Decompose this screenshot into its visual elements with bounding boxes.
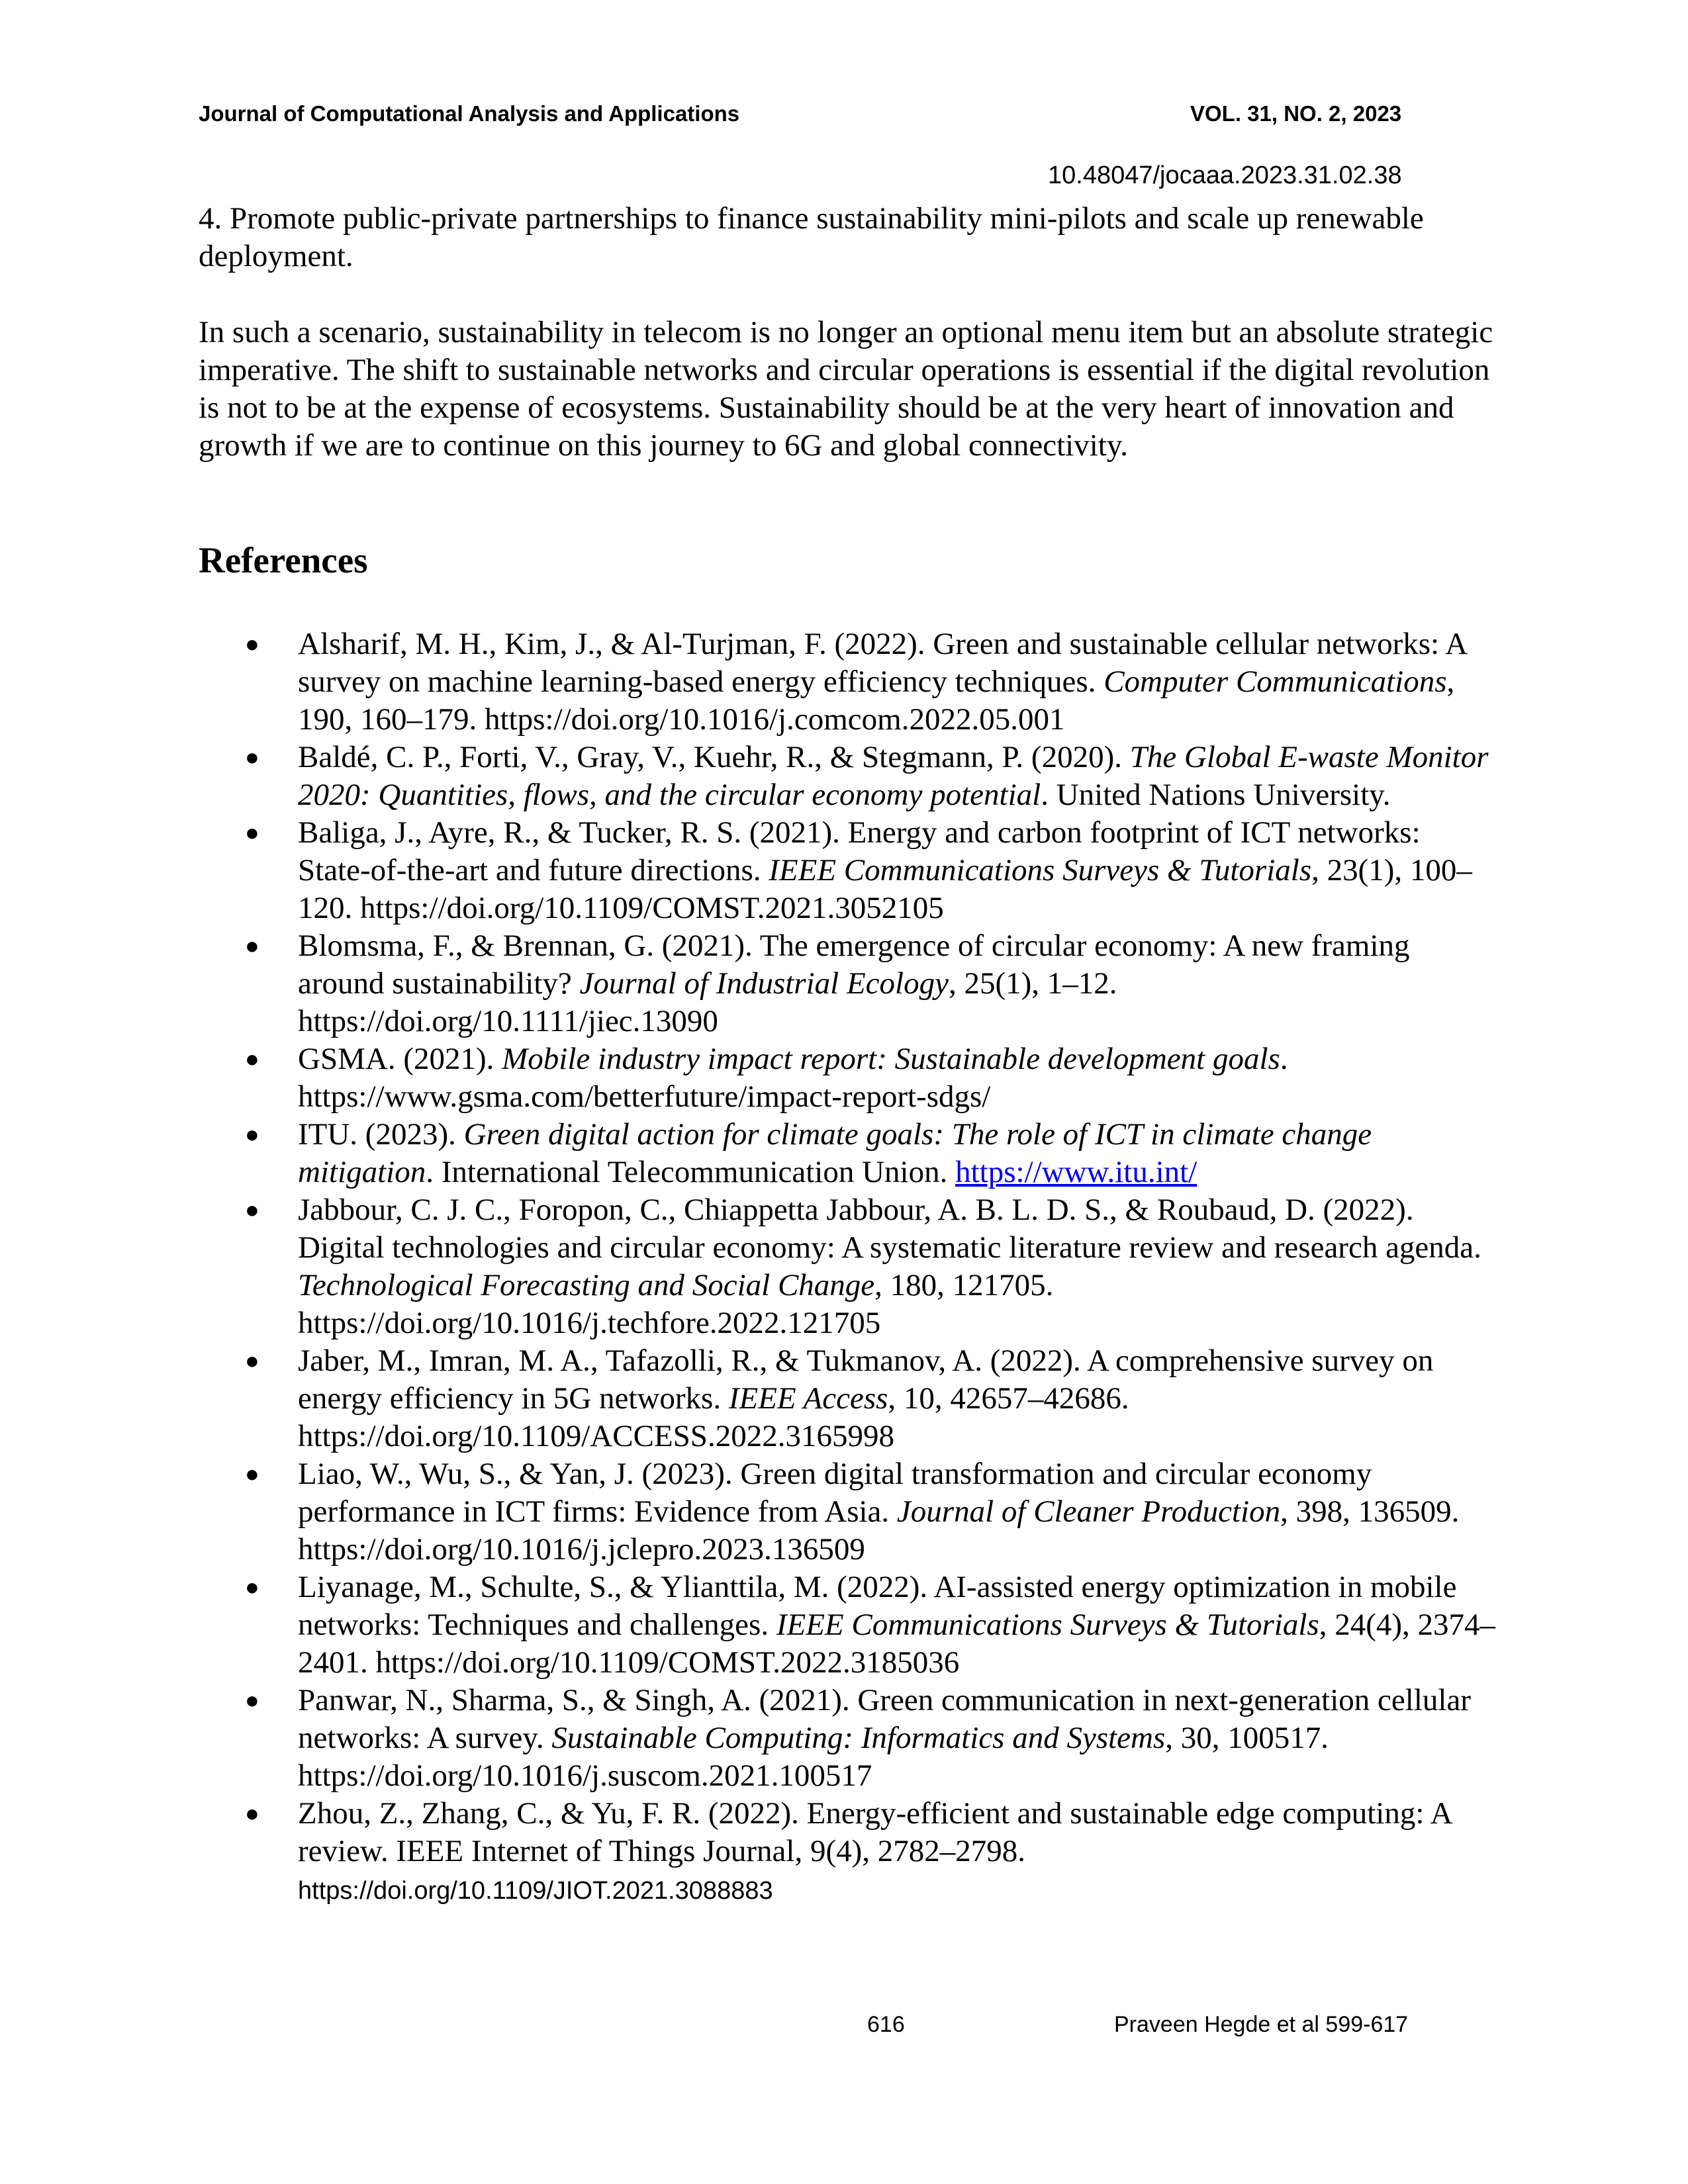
reference-item: ● Jaber, M., Imran, M. A., Tafazolli, R., & Tukmanov, A. (2022). A comprehensive survey on energy efficiency in 5G networks. IEEE Access, 10, 42657–42686. https://doi.org/10.1109/ACCESS.2022.3165998: [245, 1343, 1434, 1453]
reference-item: ● ITU. (2023). Green digital action for climate goals: The role of ICT in climate change mitigation. International Telecommunication Union. https://www.itu.int/: [245, 1117, 1372, 1189]
reference-item: ● Alsharif, M. H., Kim, J., & Al-Turjman, F. (2022). Green and sustainable cellular networks: A survey on machine learning-based energy efficiency techniques. Computer Communications, 190, 160–179. https://doi.org/10.1016/j.comcom.2022.05.001: [245, 627, 1466, 737]
reference-item: ● Baliga, J., Ayre, R., & Tucker, R. S. (2021). Energy and carbon footprint of ICT networks: State-of-the-art and future directions. IEEE Communications Surveys & Tutorials, 23(1), 100–120. https://doi.org/10.1109/COMST.2021.3052105: [245, 815, 1472, 925]
reference-item: ● Baldé, C. P., Forti, V., Gray, V., Kuehr, R., & Stegmann, P. (2020). The Global E-waste Monitor 2020: Quantities, flows, and the circular economy potential. United Nations University.: [245, 740, 1489, 812]
reference-item: ● Blomsma, F., & Brennan, G. (2021). The emergence of circular economy: A new framing around sustainability? Journal of Industrial Ecology, 25(1), 1–12. https://doi.org/10.1111/jiec.13090: [245, 929, 1410, 1038]
article-doi: 10.48047/jocaaa.2023.31.02.38: [1048, 161, 1402, 189]
page-number: 616: [867, 2012, 905, 2037]
paragraph-conclusion: In such a scenario, sustainability in telecom is no longer an optional menu item but an absolute strategic imperative. The shift to sustainable networks and circular operations is essential if the digital revolution is not to be at the expense of ecosystems. Sustainability should be at the very heart of innovation and growth if we are to continue on this journey to 6G and global connectivity.: [199, 315, 1493, 463]
reference-item: ● Liyanage, M., Schulte, S., & Ylianttila, M. (2022). AI-assisted energy optimization in mobile networks: Techniques and challenges. IEEE Communications Surveys & Tutorials, 24(4), 2374–2401. https://doi.org/10.1109/COMST.2022.3185036: [245, 1570, 1496, 1680]
volume-info: VOL. 31, NO. 2, 2023: [1190, 101, 1402, 126]
bullet-icon: ●: [245, 1800, 259, 1827]
bullet-icon: ●: [245, 933, 259, 959]
bullet-icon: ●: [245, 1574, 259, 1600]
bullet-icon: ●: [245, 1197, 259, 1223]
reference-item: ● Zhou, Z., Zhang, C., & Yu, F. R. (2022). Energy-efficient and sustainable edge computing: A review. IEEE Internet of Things Journal, 9(4), 2782–2798. https://doi.org/10.1109/JIOT.2021.3088883: [245, 1796, 1451, 1905]
journal-name: Journal of Computational Analysis and Applications: [199, 101, 740, 126]
references-list: [199, 625, 1496, 1910]
reference-doi: https://doi.org/10.1109/JIOT.2021.3088883: [298, 1877, 773, 1905]
reference-item: ● GSMA. (2021). Mobile industry impact report: Sustainable development goals. https://www.gsma.com/betterfuture/impact-report-sdgs/: [245, 1042, 1288, 1114]
bullet-icon: ●: [245, 1046, 259, 1072]
bullet-icon: ●: [245, 819, 259, 846]
footer-author-range: Praveen Hegde et al 599-617: [1114, 2012, 1409, 2037]
bullet-icon: ●: [245, 631, 259, 657]
bullet-icon: ●: [245, 1687, 259, 1713]
bullet-icon: ●: [245, 1461, 259, 1487]
references-heading: References: [199, 540, 368, 580]
bullet-icon: ●: [245, 744, 259, 770]
itu-link[interactable]: https://www.itu.int/: [955, 1155, 1197, 1189]
reference-item: ● Jabbour, C. J. C., Foropon, C., Chiappetta Jabbour, A. B. L. D. S., & Roubaud, D. (2022). Digital technologies and circular economy: A systematic literature review and research agenda. Technological Forecasting and Social Change, 180, 121705. https://doi.org/10.1016/j.techfore.2022.121705: [245, 1193, 1481, 1340]
reference-item: ● Liao, W., Wu, S., & Yan, J. (2023). Green digital transformation and circular economy performance in ICT firms: Evidence from Asia. Journal of Cleaner Production, 398, 136509. https://doi.org/10.1016/j.jclepro.2023.136509: [245, 1457, 1460, 1567]
reference-item: ● Panwar, N., Sharma, S., & Singh, A. (2021). Green communication in next-generation cellular networks: A survey. Sustainable Computing: Informatics and Systems, 30, 100517. https://doi.org/10.1016/j.suscom.2021.100517: [245, 1683, 1471, 1793]
bullet-icon: ●: [245, 1121, 259, 1148]
paragraph-recommendation-4: 4. Promote public-private partnerships to finance sustainability mini-pilots and scale up renewable deployment.: [199, 201, 1424, 273]
bullet-icon: ●: [245, 1347, 259, 1374]
